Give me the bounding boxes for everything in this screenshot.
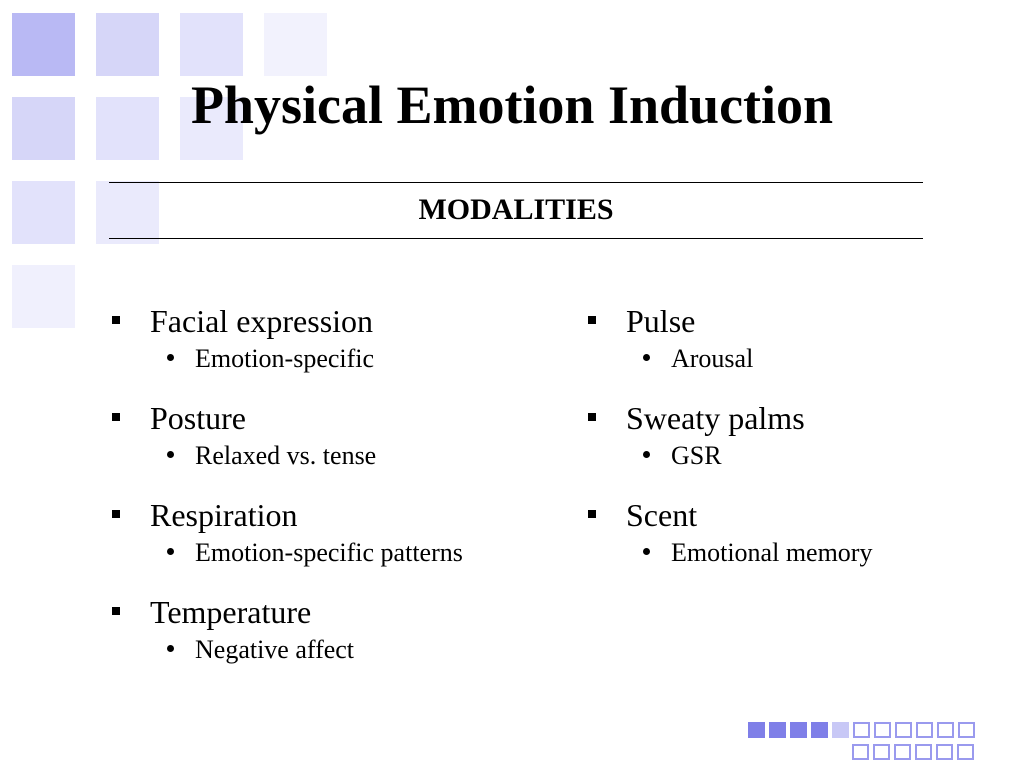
decor-square [895,722,912,738]
square-bullet-icon [112,510,120,518]
dot-bullet-icon [167,354,174,361]
item-label: Scent [626,497,698,533]
item-label: Facial expression [150,303,374,339]
list-item [588,300,1008,376]
bottom-divider [109,238,923,239]
item-sublabel: GSR [671,441,722,470]
decor-square [936,744,953,760]
top-divider [109,182,923,183]
right-column [588,300,1008,591]
list-item [588,397,1008,473]
square-bullet-icon [112,413,120,421]
item-label: Temperature [150,594,312,630]
square-bullet-icon [112,316,120,324]
list-item [588,494,1008,570]
decor-square [958,722,975,738]
decor-square [873,744,890,760]
list-item [112,591,572,667]
decor-square [915,744,932,760]
item-sublabel: Emotion-specific patterns [195,538,463,567]
modalities-heading: MODALITIES [418,193,614,226]
decor-square [853,722,870,738]
left-column [112,300,572,688]
item-sublabel: Arousal [671,344,754,373]
dot-bullet-icon [643,548,650,555]
list-item [112,300,572,376]
decor-square [769,722,786,738]
item-sublabel: Relaxed vs. tense [195,441,377,470]
slide-title: Physical Emotion Induction [190,75,834,135]
list-item [112,494,572,570]
dot-bullet-icon [643,354,650,361]
decor-square [874,722,891,738]
item-sublabel: Negative affect [195,635,355,664]
decor-square [852,744,869,760]
item-sublabel: Emotional memory [671,538,873,567]
decor-square [957,744,974,760]
decor-square [790,722,807,738]
corner-decoration [748,722,975,766]
decor-square [937,722,954,738]
decor-square [12,265,75,328]
decor-square [180,13,243,76]
square-bullet-icon [588,316,596,324]
decor-square [748,722,765,738]
dot-bullet-icon [167,451,174,458]
decor-square [894,744,911,760]
decor-square [96,13,159,76]
square-bullet-icon [588,413,596,421]
item-sublabel: Emotion-specific [195,344,375,373]
decor-square [12,13,75,76]
item-label: Sweaty palms [626,400,805,436]
decor-square [264,13,327,76]
list-item [112,397,572,473]
item-label: Pulse [626,303,696,339]
item-label: Respiration [150,497,298,533]
square-bullet-icon [588,510,596,518]
dot-bullet-icon [643,451,650,458]
decor-square [811,722,828,738]
square-bullet-icon [112,607,120,615]
dot-bullet-icon [167,645,174,652]
decor-square [12,181,75,244]
decor-square [916,722,933,738]
decor-square [832,722,849,738]
dot-bullet-icon [167,548,174,555]
item-label: Posture [150,400,246,436]
